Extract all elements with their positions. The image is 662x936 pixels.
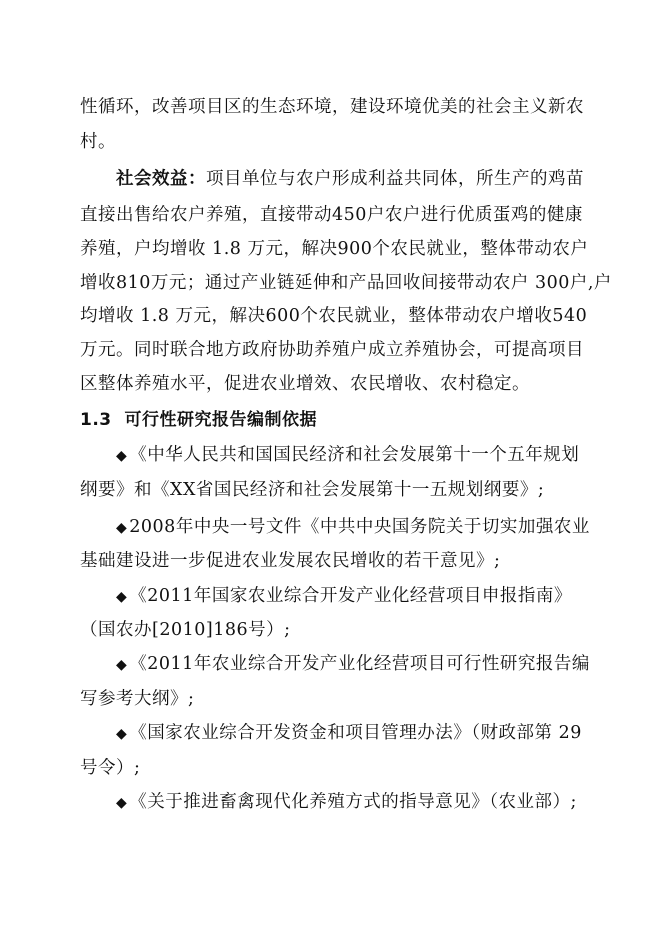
bullet-item [116,722,582,745]
paragraph-line: 村。 [80,132,116,152]
social-benefit-text: 项目单位与农户形成利益共同体，所生产的鸡苗 [206,169,584,189]
bullet-text: 《2011年国家农业综合开发产业化经营项目申报指南》 [129,586,572,606]
bullet-continuation: 号令）; [80,758,141,778]
social-benefit-label: 社会效益： [116,169,206,189]
section-title: 可行性研究报告编制依据 [124,410,317,430]
paragraph-line: 区整体养殖水平，促进农业增效、农民增收、农村稳定。 [80,374,530,394]
paragraph-line: 均增收 1.8 万元，解决600个农民就业，整体带动农户增收540 [80,306,588,326]
section-heading [80,409,317,431]
bullet-item [116,791,577,814]
bullet-continuation: 基础建设进一步促进农业发展农民增收的若干意见》; [80,551,501,571]
paragraph-line: 增收810万元；通过产业链延伸和产品回收间接带动农户 300户,户 [80,273,612,293]
bullet-text: 2008年中央一号文件《中共中央国务院关于切实加强农业 [129,517,590,537]
bullet-item [116,585,572,608]
diamond-bullet-icon: ◆ [116,795,128,811]
bullet-continuation: （国农办[2010]186号）; [80,620,291,640]
bullet-text: 《中华人民共和国国民经济和社会发展第十一个五年规划 [129,445,580,465]
bullet-item [116,444,579,467]
section-number: 1.3 [80,410,112,430]
diamond-bullet-icon: ◆ [116,657,128,673]
diamond-bullet-icon: ◆ [116,589,128,605]
diamond-bullet-icon: ◆ [116,520,128,536]
bullet-text: 《关于推进畜禽现代化养殖方式的指导意见》（农业部）; [129,792,577,812]
bullet-item [116,653,590,676]
bullet-item [116,516,590,539]
bullet-continuation: 写参考大纲》; [80,689,195,709]
bullet-text: 《国家农业综合开发资金和项目管理办法》（财政部第 29 [129,723,582,743]
bullet-continuation: 纲要》和《XX省国民经济和社会发展第十一五规划纲要》; [80,480,545,500]
paragraph-line: 直接出售给农户养殖，直接带动450户农户进行优质蛋鸡的健康 [80,205,583,225]
diamond-bullet-icon: ◆ [116,726,128,742]
diamond-bullet-icon: ◆ [116,448,128,464]
paragraph-line: 万元。同时联合地方政府协助养殖户成立养殖协会，可提高项目 [80,340,584,360]
paragraph-line: 性循环，改善项目区的生态环境，建设环境优美的社会主义新农 [80,97,584,117]
paragraph-line: 养殖，户均增收 1.8 万元，解决900个农民就业，整体带动农户 [80,239,589,259]
bullet-text: 《2011年农业综合开发产业化经营项目可行性研究报告编 [129,654,590,674]
social-benefit-line [116,168,584,190]
